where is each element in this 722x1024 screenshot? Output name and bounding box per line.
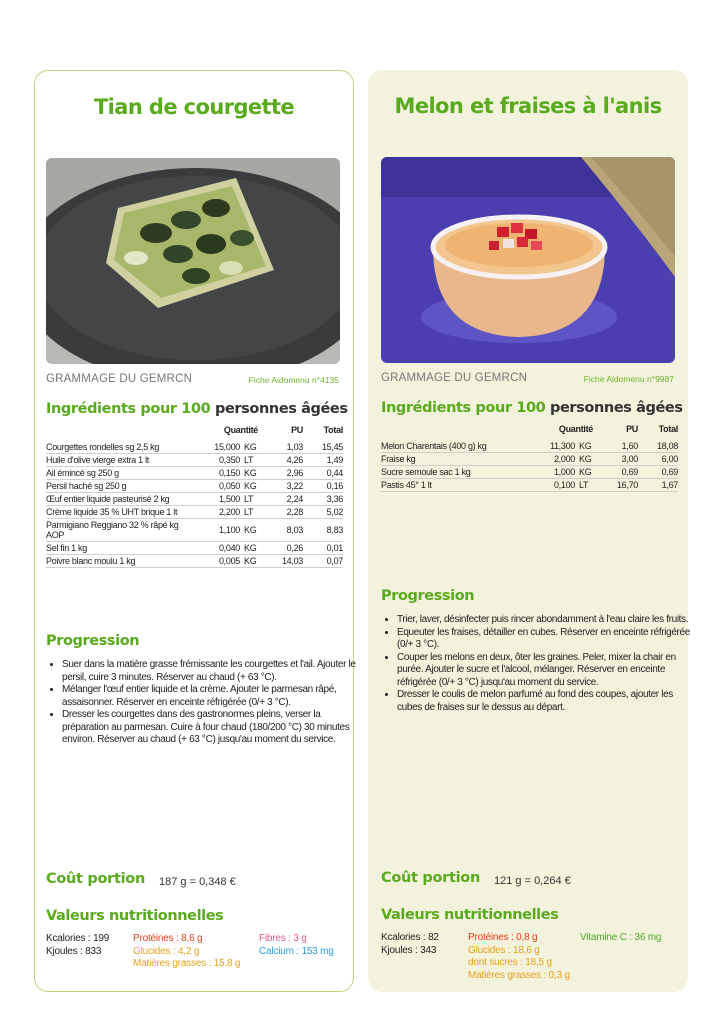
- ingredient-unit: KG: [240, 480, 268, 493]
- ingredient-total: 3,36: [303, 493, 343, 506]
- ingredients-prefix: Ingrédients pour: [381, 400, 512, 416]
- header-total: Total: [658, 424, 678, 434]
- ingredient-name: Sucre semoule sac 1 kg: [381, 466, 531, 479]
- ingredient-name: Melon Charentais (400 g) kg: [381, 440, 531, 453]
- header-pu: PU: [291, 425, 303, 435]
- nutrition-heading: Valeurs nutritionnelles: [381, 907, 559, 923]
- ingredient-name: Sel fin 1 kg: [46, 542, 196, 555]
- ingredient-quantity: 11,300: [531, 440, 575, 453]
- nutrition-other: [259, 933, 334, 958]
- ingredient-total: 8,83: [303, 519, 343, 542]
- ingredient-name: Ail émincé sg 250 g: [46, 467, 196, 480]
- kcal: Kcalories : 199: [46, 933, 110, 944]
- cost-value: 187 g = 0,348 €: [159, 876, 236, 888]
- fiche-number: Fiche Aidomenu n°4135: [248, 375, 339, 385]
- progression-step: • Suer dans la matière grasse frémissante les courgettes et l'ail. Ajouter le persil, cuire 3 minutes. Réserver au chaud (+ 63 °C).: [62, 659, 357, 684]
- ingredients-prefix: Ingrédients pour: [46, 401, 177, 417]
- ingredient-total: 0,44: [303, 467, 343, 480]
- ingredient-unit: KG: [575, 453, 603, 466]
- fiche-number: Fiche Aidomenu n°9987: [583, 374, 674, 384]
- ingredients-count: 100: [181, 401, 211, 417]
- ingredient-row: [381, 466, 678, 479]
- ingredient-unit-price: 2,24: [268, 493, 303, 506]
- ingredient-quantity: 2,000: [531, 453, 575, 466]
- matieres-grasses: Matières grasses : 0,3 g: [468, 969, 570, 981]
- ingredient-total: 18,08: [638, 440, 678, 453]
- ingredient-unit-price: 14,03: [268, 555, 303, 568]
- ingredients-table: [46, 425, 343, 568]
- ingredient-row: [46, 454, 343, 467]
- nutrition-heading: Valeurs nutritionnelles: [46, 908, 224, 924]
- ingredient-quantity: 1,000: [531, 466, 575, 479]
- ingredient-row: [46, 493, 343, 506]
- ingredient-quantity: 1,500: [196, 493, 240, 506]
- progression-list: [381, 614, 692, 714]
- ingredient-total: 0,69: [638, 466, 678, 479]
- ingredients-heading: [381, 400, 683, 416]
- recipe-photo: [381, 157, 675, 363]
- progression-heading: Progression: [381, 588, 475, 604]
- ingredient-unit: KG: [240, 555, 268, 568]
- nutrition-other: [580, 932, 661, 945]
- progression-list: [46, 659, 357, 747]
- dont-sucres: dont sucres : 18,5 g: [468, 957, 552, 968]
- ingredients-table: [381, 424, 678, 492]
- ingredient-unit: LT: [240, 454, 268, 467]
- progression-heading: Progression: [46, 633, 140, 649]
- ingredient-total: 1,67: [638, 479, 678, 492]
- ingredient-unit: KG: [240, 519, 268, 542]
- recipe-card-melon: [368, 70, 688, 992]
- ingredient-unit-price: 8,03: [268, 519, 303, 542]
- kjoules: Kjoules : 343: [381, 944, 437, 956]
- ingredient-row: [46, 506, 343, 519]
- ingredient-unit: LT: [240, 493, 268, 506]
- cost-heading: Coût portion: [46, 871, 145, 887]
- matieres-grasses: Matières grasses : 15,8 g: [133, 958, 241, 969]
- progression-step: • Dresser les courgettes dans des gastronormes pleins, verser la préparation au parmesan. Cuire à four chaud (180/200 °C) 30 minutes environ. Réserver au chaud (+ 63 °C) jusqu'au moment du service.: [62, 709, 357, 747]
- ingredient-unit: KG: [240, 441, 268, 454]
- fibres: Fibres : 3 g: [259, 933, 307, 944]
- ingredient-quantity: 0,100: [531, 479, 575, 492]
- ingredient-quantity: 0,350: [196, 454, 240, 467]
- ingredient-quantity: 0,050: [196, 480, 240, 493]
- gemrcn-label: GRAMMAGE DU GEMRCN: [46, 373, 193, 385]
- ingredient-quantity: 0,150: [196, 467, 240, 480]
- ingredient-unit-price: 1,60: [603, 440, 638, 453]
- recipe-title: Melon et fraises à l'anis: [394, 94, 662, 118]
- ingredient-unit-price: 2,96: [268, 467, 303, 480]
- calcium: Calcium : 153 mg: [259, 945, 334, 957]
- glucides: Glucides : 18,6 g: [468, 944, 540, 956]
- recipe-card-tian: [34, 70, 354, 992]
- ingredient-name: Pastis 45° 1 lt: [381, 479, 531, 492]
- kcal: Kcalories : 82: [381, 932, 439, 943]
- ingredient-unit-price: 1,03: [268, 441, 303, 454]
- ingredient-row: [381, 479, 678, 492]
- ingredient-name: Parmigiano Reggiano 32 % râpé kg AOP: [46, 519, 196, 542]
- header-quantity: Quantité: [558, 424, 593, 434]
- proteines: Protéines : 0,8 g: [468, 932, 538, 943]
- ingredient-unit-price: 0,69: [603, 466, 638, 479]
- ingredient-quantity: 2,200: [196, 506, 240, 519]
- ingredient-unit: KG: [240, 467, 268, 480]
- ingredient-unit: LT: [575, 479, 603, 492]
- ingredient-total: 15,45: [303, 441, 343, 454]
- ingredient-unit: LT: [240, 506, 268, 519]
- header-quantity: Quantité: [223, 425, 258, 435]
- header-pu: PU: [626, 424, 638, 434]
- ingredient-name: Poivre blanc moulu 1 kg: [46, 555, 196, 568]
- ingredient-row: [381, 453, 678, 466]
- ingredient-row: [46, 555, 343, 568]
- ingredient-unit-price: 3,00: [603, 453, 638, 466]
- recipe-title: Tian de courgette: [93, 95, 295, 119]
- kjoules: Kjoules : 833: [46, 945, 102, 957]
- ingredient-name: Persil haché sg 250 g: [46, 480, 196, 493]
- ingredients-suffix: personnes âgées: [550, 400, 683, 416]
- ingredient-total: 0,01: [303, 542, 343, 555]
- progression-step: • Equeuter les fraises, détailler en cubes. Réserver en enceinte réfrigérée (0/+ 3 °C).: [397, 627, 692, 652]
- ingredient-name: Courgettes rondelles sg 2,5 kg: [46, 441, 196, 454]
- nutrition-macros: [468, 932, 570, 982]
- proteines: Protéines : 8,6 g: [133, 933, 203, 944]
- ingredient-quantity: 1,100: [196, 519, 240, 542]
- progression-step: • Mélanger l'œuf entier liquide et la crème. Ajouter le parmesan râpé, assaisonner. Réserver en enceinte réfrigérée (0/+ 3 °C).: [62, 684, 357, 709]
- ingredient-total: 0,16: [303, 480, 343, 493]
- ingredient-unit: KG: [575, 440, 603, 453]
- recipe-photo: [46, 158, 340, 364]
- ingredient-name: Crème liquide 35 % UHT brique 1 lt: [46, 506, 196, 519]
- header-total: Total: [323, 425, 343, 435]
- ingredient-row: [46, 441, 343, 454]
- ingredient-unit-price: 0,26: [268, 542, 303, 555]
- ingredient-total: 6,00: [638, 453, 678, 466]
- ingredient-row: [46, 519, 343, 542]
- ingredient-unit-price: 2,28: [268, 506, 303, 519]
- ingredient-quantity: 0,040: [196, 542, 240, 555]
- vitamine-c: Vitamine C : 36 mg: [580, 932, 662, 943]
- nutrition-energy: [381, 932, 439, 957]
- ingredient-quantity: 0,005: [196, 555, 240, 568]
- glucides: Glucides : 4,2 g: [133, 945, 200, 957]
- nutrition-macros: [133, 933, 240, 971]
- nutrition-energy: [46, 933, 109, 958]
- ingredients-count: 100: [516, 400, 546, 416]
- cost-heading: Coût portion: [381, 870, 480, 886]
- ingredient-total: 1,49: [303, 454, 343, 467]
- ingredient-name: Fraise kg: [381, 453, 531, 466]
- ingredient-unit: KG: [240, 542, 268, 555]
- ingredients-heading: [46, 401, 348, 417]
- ingredient-row: [381, 440, 678, 453]
- ingredient-name: Œuf entier liquide pasteurisé 2 kg: [46, 493, 196, 506]
- progression-step: • Trier, laver, désinfecter puis rincer abondamment à l'eau claire les fruits.: [397, 614, 692, 627]
- ingredient-unit-price: 3,22: [268, 480, 303, 493]
- ingredient-unit-price: 4,26: [268, 454, 303, 467]
- ingredient-unit: KG: [575, 466, 603, 479]
- ingredient-row: [46, 467, 343, 480]
- progression-step: • Couper les melons en deux, ôter les graines. Peler, mixer la chair en purée. Ajouter le sucre et l'alcool, mélanger. Réserver en enceinte réfrigérée (0/+ 3 °C) jusqu'au moment du service.: [397, 652, 692, 690]
- ingredients-suffix: personnes âgées: [215, 401, 348, 417]
- ingredient-total: 0,07: [303, 555, 343, 568]
- progression-step: • Dresser le coulis de melon parfumé au fond des coupes, ajouter les cubes de fraises sur le dessus au départ.: [397, 689, 692, 714]
- cost-value: 121 g = 0,264 €: [494, 875, 571, 887]
- ingredient-quantity: 15,000: [196, 441, 240, 454]
- ingredient-row: [46, 480, 343, 493]
- ingredient-unit-price: 16,70: [603, 479, 638, 492]
- ingredient-row: [46, 542, 343, 555]
- ingredient-name: Huile d'olive vierge extra 1 lt: [46, 454, 196, 467]
- gemrcn-label: GRAMMAGE DU GEMRCN: [381, 372, 528, 384]
- ingredient-total: 5,02: [303, 506, 343, 519]
